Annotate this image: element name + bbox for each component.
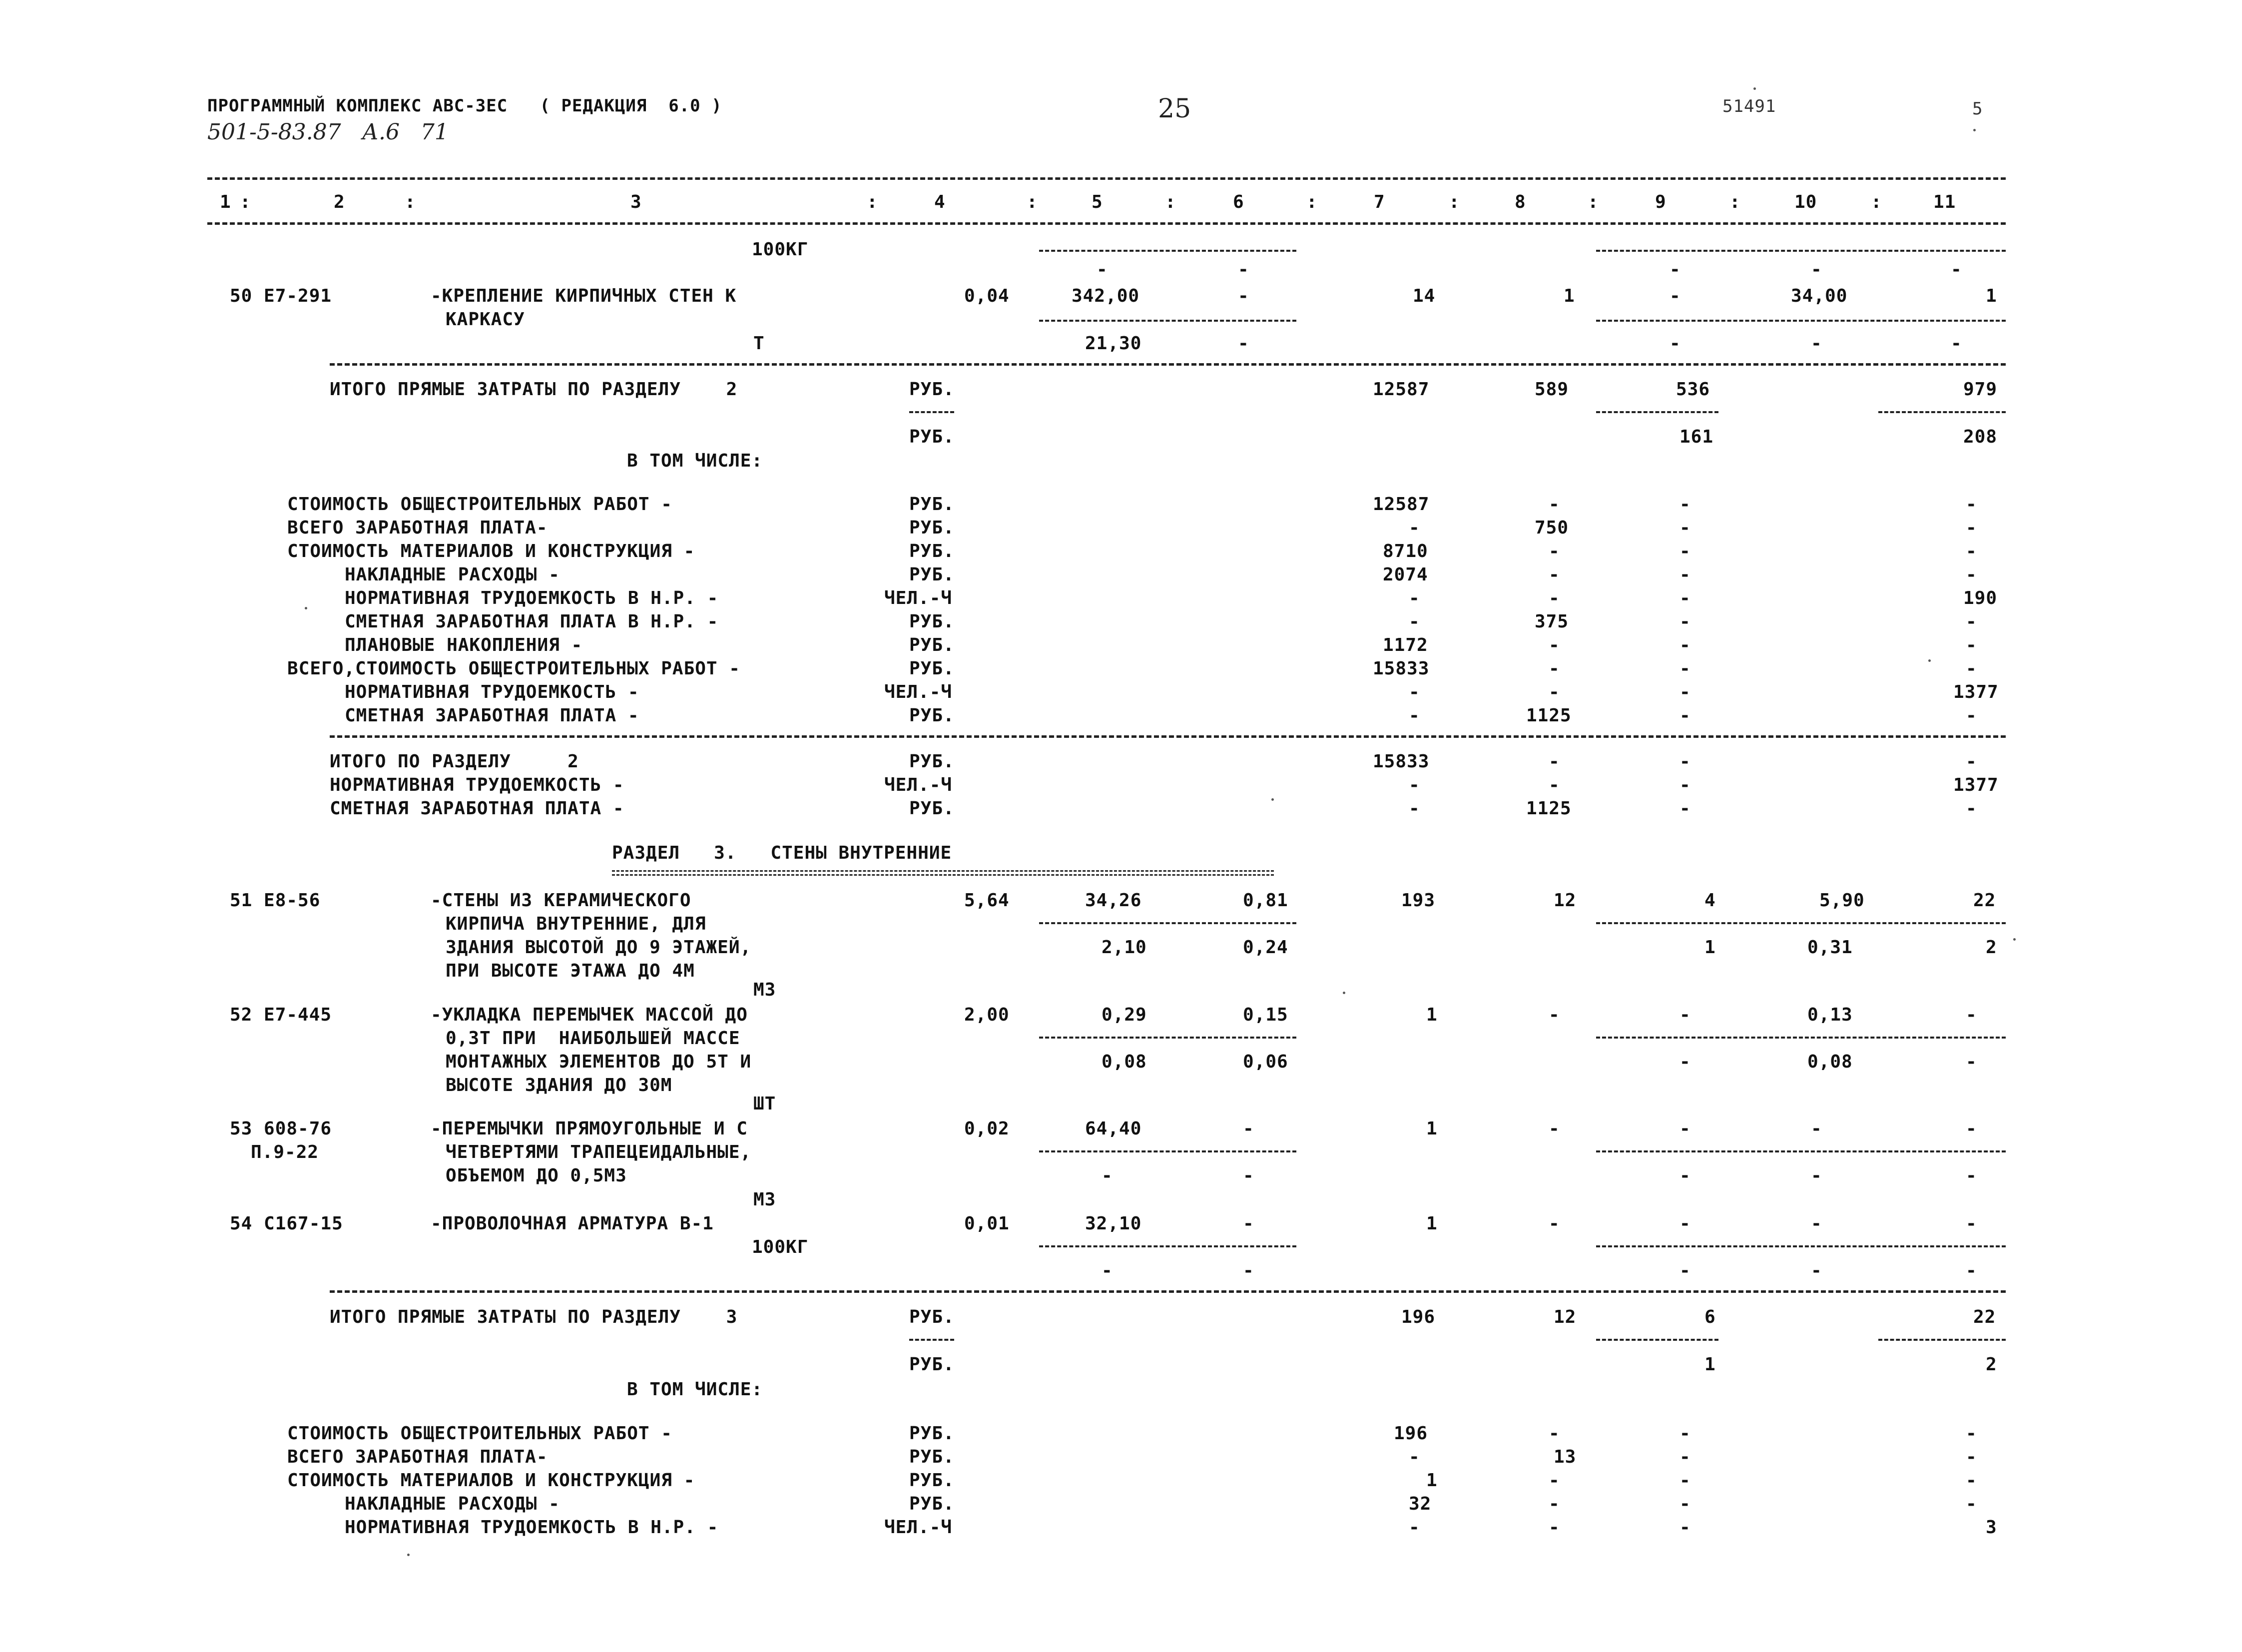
cell-dash: - [1238,259,1249,280]
cell-rule [909,1339,954,1341]
breakdown-label: НОРМАТИВНАЯ ТРУДОЕМКОСТЬ В Н.Р. - [345,1517,719,1538]
row-description: ПРИ ВЫСОТЕ ЭТАЖА ДО 4М [446,961,695,981]
cell-value: - [1670,333,1681,354]
col-header: 2 [334,192,345,212]
breakdown-label: СТОИМОСТЬ ОБЩЕСТРОИТЕЛЬНЫХ РАБОТ - [287,494,672,515]
header-rule-bottom [207,222,2006,225]
col-header: 9 [1655,192,1667,212]
breakdown-label: НАКЛАДНЫЕ РАСХОДЫ - [345,1494,560,1514]
cell-qty: 2,00 [964,1005,1010,1025]
row-description: КАРКАСУ [446,309,525,330]
cell-value: - [1680,1494,1691,1514]
cell-rule [1039,922,1296,924]
cell-qty: 0,01 [964,1213,1010,1234]
cell-value: - [1680,611,1691,632]
cell-value: - [1680,1165,1691,1186]
cell-value: - [1680,1447,1691,1467]
cell-value: 1 [1426,1470,1438,1491]
col-sep: : [1588,192,1599,212]
cell-value: 32 [1409,1494,1432,1514]
cell-value: - [1409,1517,1420,1538]
cell-value: - [1966,1423,1977,1444]
cell-qty: 5,64 [964,890,1010,911]
cell-value: 2,10 [1102,937,1147,958]
col-sep: : [867,192,878,212]
col-sep: : [1027,192,1038,212]
cell-rule [1596,1150,2006,1152]
cell-value: 3 [1986,1517,1997,1538]
section-rule [330,735,2006,738]
cell-value: 2074 [1383,564,1428,585]
cell-value: 0,31 [1807,937,1853,958]
breakdown-label: ПЛАНОВЫЕ НАКОПЛЕНИЯ - [345,635,583,655]
cell-value: - [1811,1260,1822,1281]
row-description: ЗДАНИЯ ВЫСОТОЙ ДО 9 ЭТАЖЕЙ, [446,937,752,958]
cell-value: - [1951,333,1962,354]
cell-value: 979 [1963,379,1998,400]
cell-value: - [1966,1494,1977,1514]
col-sep: : [1729,192,1741,212]
scan-speck [1343,992,1345,994]
cell-value: - [1966,1165,1977,1186]
cell-value: - [1549,1517,1560,1538]
cell-value: 12 [1554,890,1577,911]
unit: РУБ. [909,1494,955,1514]
cell-value: - [1549,1118,1560,1139]
section-rule [330,1290,2006,1293]
cell-rule [1596,1339,1718,1341]
cell-value: - [1549,1213,1560,1234]
cell-value: 15833 [1373,658,1430,679]
cell-value: - [1409,682,1420,702]
cell-value: - [1680,658,1691,679]
col-header: 7 [1374,192,1385,212]
total-label: СМЕТНАЯ ЗАРАБОТНАЯ ПЛАТА - [330,798,624,819]
section-total-label: ИТОГО ПРЯМЫЕ ЗАТРАТЫ ПО РАЗДЕЛУ 2 [330,379,738,400]
cell-value: 193 [1401,890,1436,911]
cell-value: 14 [1413,286,1436,306]
col-sep: : [405,192,416,212]
cell-value: - [1549,1470,1560,1491]
col-header: 11 [1933,192,1956,212]
unit: РУБ. [909,494,955,515]
cell-value: - [1966,1447,1977,1467]
section-title: РАЗДЕЛ 3. СТЕНЫ ВНУТРЕННИЕ [612,843,952,863]
cell-value: 12587 [1373,494,1430,515]
row-description: ЧЕТВЕРТЯМИ ТРАПЕЦЕИДАЛЬНЫЕ, [446,1142,752,1162]
cell-value: - [1966,658,1977,679]
cell-value: 1377 [1953,775,1999,795]
cell-value: 34,00 [1791,286,1848,306]
cell-value: - [1680,705,1691,726]
cell-value: - [1549,775,1560,795]
unit: РУБ. [909,564,955,585]
row-description: 0,3Т ПРИ НАИБОЛЬШЕЙ МАССЕ [446,1028,740,1049]
cell-value: - [1238,333,1249,354]
cell-value: 12 [1554,1307,1577,1327]
cell-rule [1039,1037,1296,1039]
cell-rule [1596,411,1718,413]
cell-value: - [1966,1213,1977,1234]
cell-value: - [1680,1118,1691,1139]
cell-value: - [1680,775,1691,795]
cell-value: - [1680,1470,1691,1491]
subheading: В ТОМ ЧИСЛЕ: [627,1379,763,1400]
cell-value: 0,29 [1102,1005,1147,1025]
cell-value: 208 [1963,427,1998,447]
currency: РУБ. [909,1307,955,1327]
cell-value: 4 [1704,890,1716,911]
col-header: 8 [1515,192,1526,212]
row-description: -КРЕПЛЕНИЕ КИРПИЧНЫХ СТЕН К [431,286,737,306]
cell-value: - [1680,1423,1691,1444]
cell-value: 190 [1963,588,1998,608]
cell-value: - [1811,333,1822,354]
col-header: 1 [220,192,231,212]
col-sep: : [1306,192,1318,212]
cell-value: 750 [1535,518,1569,538]
cell-value: 1 [1426,1118,1438,1139]
unit: РУБ. [909,798,955,819]
cell-value: - [1549,564,1560,585]
cell-value: 1125 [1526,798,1572,819]
cell-value: - [1811,1213,1822,1234]
cell-value: 342,00 [1072,286,1140,306]
cell-value: - [1966,751,1977,772]
program-title: ПРОГРАММНЫЙ КОМПЛЕКС АВС-ЗЕС ( РЕДАКЦИЯ 6.0 ) [207,96,722,116]
scan-speck [1973,129,1976,131]
cell-value: 0,08 [1102,1052,1147,1072]
cell-value: 161 [1680,427,1714,447]
cell-value: 0,15 [1243,1005,1288,1025]
cell-value: - [1680,494,1691,515]
cell-value: - [1549,1005,1560,1025]
cell-value: - [1680,1517,1691,1538]
cell-value: - [1409,705,1420,726]
unit-label: М3 [753,1189,776,1210]
unit: ЧЕЛ.-Ч [884,1517,953,1538]
cell-value: 1 [1426,1005,1438,1025]
cell-value: 13 [1554,1447,1577,1467]
cell-value: - [1966,705,1977,726]
cell-value: 5,90 [1819,890,1865,911]
cell-value: - [1549,1423,1560,1444]
unit: РУБ. [909,1423,955,1444]
cell-value: - [1680,541,1691,561]
row-description: ВЫСОТЕ ЗДАНИЯ ДО 30М [446,1075,672,1096]
cell-value: 1 [1986,286,1997,306]
unit-label: 100КГ [752,1237,809,1257]
cell-rule [1878,1339,2006,1341]
currency: РУБ. [909,427,955,447]
cell-value: - [1680,1052,1691,1072]
currency: РУБ. [909,1354,955,1375]
cell-rule [1039,1150,1296,1152]
cell-value: - [1966,611,1977,632]
cell-dash: - [1951,259,1962,280]
cell-value: - [1549,588,1560,608]
cell-value: - [1680,798,1691,819]
row-description: -ПРОВОЛОЧНАЯ АРМАТУРА В-1 [431,1213,714,1234]
document-code: 51491 [1722,96,1776,116]
cell-value: - [1966,635,1977,655]
unit: РУБ. [909,658,955,679]
cell-value: - [1680,518,1691,538]
cell-value: 8710 [1383,541,1428,561]
cell-value: - [1680,1005,1691,1025]
cell-value: 12587 [1373,379,1430,400]
cell-value: - [1966,798,1977,819]
cell-value: - [1966,1005,1977,1025]
cell-value: 2 [1986,937,1997,958]
col-header: 4 [934,192,946,212]
cell-value: - [1243,1118,1254,1139]
cell-rule [909,411,954,413]
breakdown-label: ВСЕГО,СТОИМОСТЬ ОБЩЕСТРОИТЕЛЬНЫХ РАБОТ - [287,658,740,679]
cell-value: 0,81 [1243,890,1288,911]
row-description: ОБЪЕМОМ ДО 0,5М3 [446,1165,627,1186]
breakdown-label: СТОИМОСТЬ МАТЕРИАЛОВ И КОНСТРУКЦИЯ - [287,1470,695,1491]
cell-value: - [1966,518,1977,538]
section-rule [330,363,2006,366]
cell-value: - [1409,611,1420,632]
row-number-secondary: П.9-22 [251,1142,319,1162]
cell-value: - [1409,775,1420,795]
cell-value: 1377 [1953,682,1999,702]
cell-value: - [1409,588,1420,608]
col-header: 6 [1233,192,1244,212]
cell-value: 375 [1535,611,1569,632]
cell-value: - [1680,635,1691,655]
unit-label: ШТ [753,1094,776,1114]
cell-value: - [1409,798,1420,819]
cell-value: - [1670,286,1681,306]
cell-value: - [1409,1447,1420,1467]
cell-qty: 0,02 [964,1118,1010,1139]
cell-value: - [1549,635,1560,655]
section-total-label: ИТОГО ПРЯМЫЕ ЗАТРАТЫ ПО РАЗДЕЛУ 3 [330,1307,738,1327]
breakdown-label: ВСЕГО ЗАРАБОТНАЯ ПЛАТА- [287,518,548,538]
breakdown-label: НОРМАТИВНАЯ ТРУДОЕМКОСТЬ - [345,682,639,702]
unit: РУБ. [909,705,955,726]
unit: РУБ. [909,751,955,772]
cell-value: 32,10 [1085,1213,1142,1234]
col-header: 5 [1092,192,1103,212]
cell-value: - [1102,1165,1113,1186]
cell-value: - [1966,564,1977,585]
cell-value: 64,40 [1085,1118,1142,1139]
cell-value: - [1680,1213,1691,1234]
header-rule-top [207,177,2006,180]
unit: РУБ. [909,1447,955,1467]
cell-value: 589 [1535,379,1569,400]
cell-value: 1 [1564,286,1575,306]
cell-rule [1596,320,2006,322]
col-sep: : [1165,192,1176,212]
cell-value: - [1238,286,1249,306]
document-reference: 501-5-83.87 А.6 71 [207,119,449,145]
cell-value: 536 [1676,379,1710,400]
unit: ЧЕЛ.-Ч [884,682,953,702]
breakdown-label: СТОИМОСТЬ МАТЕРИАЛОВ И КОНСТРУКЦИЯ - [287,541,695,561]
row-number: 54 С167-15 [230,1213,343,1234]
cell-value: - [1966,541,1977,561]
cell-value: - [1409,518,1420,538]
cell-value: 2 [1986,1354,1997,1375]
cell-rule [1039,250,1296,252]
cell-value: 22 [1973,890,1996,911]
cell-value: 196 [1401,1307,1436,1327]
cell-value: 34,26 [1085,890,1142,911]
cell-value: - [1966,1260,1977,1281]
cell-value: - [1966,494,1977,515]
col-sep: : [1871,192,1882,212]
unit: ЧЕЛ.-Ч [884,775,953,795]
unit: РУБ. [909,611,955,632]
cell-value: 6 [1704,1307,1716,1327]
unit: РУБ. [909,1470,955,1491]
cell-value: 0,24 [1243,937,1288,958]
row-description: -СТЕНЫ ИЗ КЕРАМИЧЕСКОГО [431,890,691,911]
cell-value: - [1549,1494,1560,1514]
breakdown-label: СТОИМОСТЬ ОБЩЕСТРОИТЕЛЬНЫХ РАБОТ - [287,1423,672,1444]
currency: РУБ. [909,379,955,400]
cell-dash: - [1811,259,1822,280]
cell-value: 22 [1973,1307,1996,1327]
cell-value: 1 [1426,1213,1438,1234]
scan-speck [305,607,307,609]
cell-value: 21,30 [1085,333,1142,354]
cell-value: - [1680,1260,1691,1281]
cell-value: - [1243,1165,1254,1186]
cell-rule [1596,1037,2006,1039]
cell-value: - [1680,588,1691,608]
cell-value: 196 [1394,1423,1428,1444]
cell-value: - [1680,564,1691,585]
corner-mark: 5 [1972,99,1983,119]
scan-speck [407,1554,410,1556]
row-number: 51 Е8-56 [230,890,321,911]
cell-value: 1 [1704,1354,1716,1375]
title-underline [612,870,1274,872]
breakdown-label: НАКЛАДНЫЕ РАСХОДЫ - [345,564,560,585]
scan-speck [1928,659,1931,662]
cell-value: 0,06 [1243,1052,1288,1072]
row-description: МОНТАЖНЫХ ЭЛЕМЕНТОВ ДО 5Т И [446,1052,752,1072]
breakdown-label: СМЕТНАЯ ЗАРАБОТНАЯ ПЛАТА - [345,705,639,726]
cell-value: 1172 [1383,635,1428,655]
cell-rule [1878,411,2006,413]
cell-rule [1039,320,1296,322]
cell-rule [1596,1245,2006,1247]
cell-value: - [1966,1470,1977,1491]
row-number: 52 Е7-445 [230,1005,332,1025]
cell-value: - [1680,682,1691,702]
unit-label: М3 [753,980,776,1000]
cell-value: - [1549,541,1560,561]
cell-value: - [1549,682,1560,702]
unit-label: Т [753,333,765,354]
unit: РУБ. [909,541,955,561]
cell-value: 0,08 [1807,1052,1853,1072]
col-sep: : [240,192,251,212]
breakdown-label: ВСЕГО ЗАРАБОТНАЯ ПЛАТА- [287,1447,548,1467]
col-header: 3 [630,192,642,212]
cell-value: - [1549,658,1560,679]
title-underline [612,874,1274,876]
cell-value: 15833 [1373,751,1430,772]
cell-value: 1125 [1526,705,1572,726]
breakdown-label: НОРМАТИВНАЯ ТРУДОЕМКОСТЬ В Н.Р. - [345,588,719,608]
page-number: 25 [1158,94,1191,124]
total-label: НОРМАТИВНАЯ ТРУДОЕМКОСТЬ - [330,775,624,795]
row-description: -ПЕРЕМЫЧКИ ПРЯМОУГОЛЬНЫЕ И С [431,1118,748,1139]
cell-value: 1 [1704,937,1716,958]
cell-value: - [1243,1213,1254,1234]
cell-value: 0,13 [1807,1005,1853,1025]
subheading: В ТОМ ЧИСЛЕ: [627,451,763,471]
unit-label: 100КГ [752,239,809,260]
cell-value: - [1966,1118,1977,1139]
row-number: 53 608-76 [230,1118,332,1139]
cell-value: - [1811,1118,1822,1139]
cell-value: - [1680,751,1691,772]
cell-rule [1039,1245,1296,1247]
row-description: -УКЛАДКА ПЕРЕМЫЧЕК МАССОЙ ДО [431,1005,748,1025]
col-header: 10 [1794,192,1817,212]
unit: ЧЕЛ.-Ч [884,588,953,608]
cell-rule [1596,922,2006,924]
cell-dash: - [1097,259,1108,280]
breakdown-label: СМЕТНАЯ ЗАРАБОТНАЯ ПЛАТА В Н.Р. - [345,611,719,632]
scan-speck [2013,938,2016,941]
col-sep: : [1449,192,1460,212]
row-number: 50 Е7-291 [230,286,332,306]
cell-value: - [1811,1165,1822,1186]
cell-qty: 0,04 [964,286,1010,306]
cell-dash: - [1670,259,1681,280]
cell-value: - [1966,1052,1977,1072]
scan-speck [1753,87,1756,90]
unit: РУБ. [909,518,955,538]
cell-value: - [1549,751,1560,772]
row-description: КИРПИЧА ВНУТРЕННИЕ, ДЛЯ [446,914,706,934]
cell-rule [1596,250,2006,252]
cell-value: - [1549,494,1560,515]
scan-speck [1271,798,1274,801]
unit: РУБ. [909,635,955,655]
cell-value: - [1102,1260,1113,1281]
cell-value: - [1243,1260,1254,1281]
total-label: ИТОГО ПО РАЗДЕЛУ 2 [330,751,579,772]
